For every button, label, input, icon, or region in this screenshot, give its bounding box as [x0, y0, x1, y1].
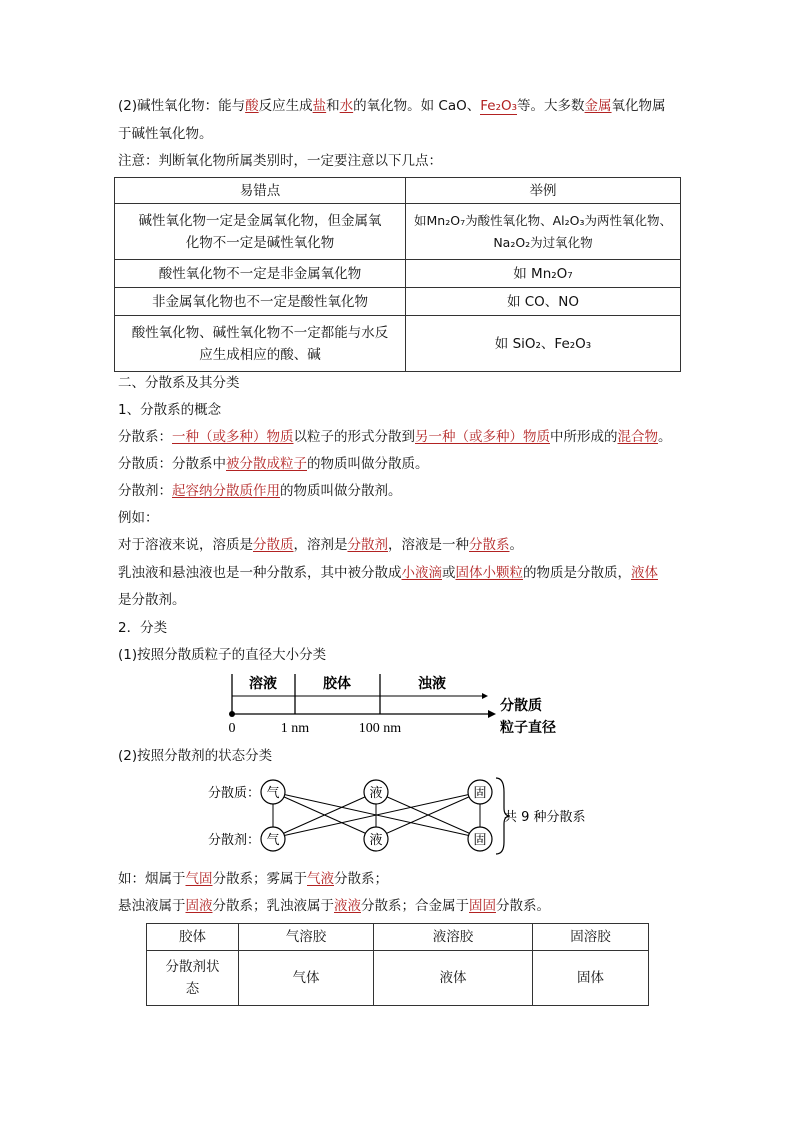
text: 悬浊液属于 — [118, 898, 186, 914]
table-row — [115, 204, 681, 260]
text: 中所形成的 — [550, 429, 618, 445]
table-cell: 非金属氧化物也不一定是酸性氧化物 — [115, 288, 406, 316]
def-solute — [118, 454, 429, 474]
table-cell — [115, 204, 406, 260]
state-combination-diagram — [200, 772, 600, 862]
table-cell: 液体 — [374, 951, 533, 1006]
answer: 分散系 — [469, 537, 510, 553]
text: 分散系； — [334, 871, 388, 887]
answer-fe2o3: Fe₂O₃ — [480, 98, 518, 114]
colloid-table — [146, 923, 649, 1006]
basic-oxide-line1 — [118, 96, 666, 116]
table-cell: 如 Mn₂O₇ — [406, 260, 681, 288]
answer: 起容纳分散质作用 — [172, 483, 280, 499]
text: 分散系；合金属于 — [361, 898, 469, 914]
text: 。 — [658, 429, 672, 445]
cell-text: 应生成相应的酸、碱 — [199, 346, 321, 363]
text: 和 — [326, 98, 340, 114]
node-label: 固 — [473, 786, 487, 801]
text: 的物质叫做分散质。 — [307, 456, 429, 472]
table-row — [115, 260, 681, 288]
table-cell: 气体 — [239, 951, 374, 1006]
answer: 气固 — [185, 871, 213, 887]
classification-by-size: (1)按照分散质粒子的直径大小分类 — [118, 647, 327, 663]
text: 。 — [509, 537, 523, 553]
axis-label-line2: 粒子直径 — [500, 720, 556, 736]
examples-line1 — [118, 869, 388, 889]
error-points-table — [114, 177, 681, 372]
text: ，溶剂是 — [293, 537, 348, 553]
row-label-solvent: 分散剂： — [208, 833, 261, 848]
cell-text: 酸性氧化物、碱性氧化物不一定都能与水反 — [131, 324, 389, 341]
cell-text: 态 — [185, 981, 200, 997]
text: 的物质是分散质， — [523, 565, 631, 581]
def-system — [118, 427, 672, 447]
tick-label-100nm: 100 nm — [358, 721, 402, 736]
text: ，溶液是一种 — [388, 537, 469, 553]
text: 乳浊液和悬浊液也是一种分散系，其中被分散成 — [118, 565, 402, 581]
answer: 气液 — [307, 871, 334, 887]
node-label: 液 — [369, 833, 383, 848]
row-label-solute: 分散质： — [208, 786, 261, 801]
answer: 分散质 — [253, 537, 294, 553]
text: 如：烟属于 — [118, 871, 186, 887]
text: 分散系；雾属于 — [212, 871, 307, 887]
cell-text: 如Mn₂O₇为酸性氧化物、Al₂O₃为两性氧化物、 — [414, 212, 672, 228]
table-header: 胶体 — [147, 924, 239, 951]
table-header: 易错点 — [115, 178, 406, 204]
axis-arrow — [488, 710, 496, 718]
answer: 一种（或多种）物质 — [172, 429, 294, 445]
answer: 液液 — [334, 898, 361, 914]
label-suspension: 浊液 — [418, 676, 446, 692]
cell-text: 化物不一定是碱性氧化物 — [185, 234, 335, 251]
table-header: 液溶胶 — [374, 924, 533, 951]
table-row — [115, 316, 681, 372]
text: 的氧化物。如 CaO、 — [353, 98, 481, 114]
table-header: 固溶胶 — [533, 924, 649, 951]
text: (2)碱性氧化物：能与 — [118, 98, 246, 114]
node-label: 固 — [473, 833, 487, 848]
answer: 分散剂 — [347, 537, 388, 553]
table-row — [147, 951, 649, 1006]
examples-line2 — [118, 896, 550, 916]
basic-oxide-line2: 于碱性氧化物。 — [118, 126, 213, 142]
table-cell: 酸性氧化物不一定是非金属氧化物 — [115, 260, 406, 288]
table-row — [115, 288, 681, 316]
answer-salt: 盐 — [312, 98, 327, 114]
label-solution: 溶液 — [249, 676, 277, 692]
text: 等。大多数 — [517, 98, 585, 114]
cell-text: Na₂O₂为过氧化物 — [493, 234, 593, 250]
note-text: 注意：判断氧化物所属类别时，一定要注意以下几点： — [118, 153, 442, 169]
text: 对于溶液来说，溶质是 — [118, 537, 253, 553]
example2-cont: 是分散剂。 — [118, 592, 186, 608]
answer: 混合物 — [617, 429, 658, 445]
text: 分散质：分散系中 — [118, 456, 226, 472]
label-colloid: 胶体 — [323, 676, 351, 692]
answer: 固固 — [469, 898, 496, 914]
table-cell — [115, 316, 406, 372]
answer-acid: 酸 — [245, 98, 259, 114]
answer-water: 水 — [339, 98, 354, 114]
text: 的物质叫做分散剂。 — [280, 483, 402, 499]
text: 以粒子的形式分散到 — [293, 429, 415, 445]
text: 分散剂： — [118, 483, 172, 499]
answer: 小液滴 — [401, 565, 442, 581]
text: 分散系： — [118, 429, 172, 445]
classification-by-state: (2)按照分散剂的状态分类 — [118, 748, 273, 764]
answer-metal: 金属 — [584, 98, 612, 114]
section-title: 二、分散系及其分类 — [118, 375, 240, 391]
table-header: 举例 — [406, 178, 681, 204]
table-cell — [406, 204, 681, 260]
cell-text: 碱性氧化物一定是金属氧化物，但金属氧 — [138, 212, 382, 229]
table-header: 气溶胶 — [239, 924, 374, 951]
table-cell: 如 SiO₂、Fe₂O₃ — [406, 316, 681, 372]
node-label: 液 — [369, 786, 383, 801]
text: 氧化物属 — [611, 98, 666, 114]
tick-label-1nm: 1 nm — [280, 721, 310, 736]
node-label: 气 — [266, 786, 280, 801]
origin-dot — [229, 711, 235, 717]
answer: 固液 — [185, 898, 213, 914]
table-cell: 如 CO、NO — [406, 288, 681, 316]
subsection-title: 2．分类 — [118, 620, 168, 636]
range-arrow — [482, 693, 488, 699]
def-solvent — [118, 481, 402, 501]
table-cell — [147, 951, 239, 1006]
cell-text: 分散剂状 — [165, 959, 220, 975]
axis-label-line1: 分散质 — [500, 698, 542, 714]
particle-size-diagram — [220, 668, 580, 738]
text: 反应生成 — [258, 98, 313, 114]
text: 分散系。 — [496, 898, 550, 914]
text: 或 — [442, 565, 456, 581]
text: 分散系；乳浊液属于 — [212, 898, 334, 914]
example1 — [118, 535, 523, 555]
example-label: 例如： — [118, 510, 159, 526]
answer: 液体 — [631, 565, 658, 581]
answer: 固体小颗粒 — [455, 565, 523, 581]
subsection-title: 1、分散系的概念 — [118, 402, 222, 418]
node-label: 气 — [266, 833, 280, 848]
answer: 另一种（或多种）物质 — [415, 429, 550, 445]
table-cell: 固体 — [533, 951, 649, 1006]
total-label: 共 9 种分散系 — [504, 810, 586, 825]
answer: 被分散成粒子 — [226, 456, 307, 472]
example2 — [118, 563, 658, 583]
tick-label-0: 0 — [228, 721, 236, 736]
